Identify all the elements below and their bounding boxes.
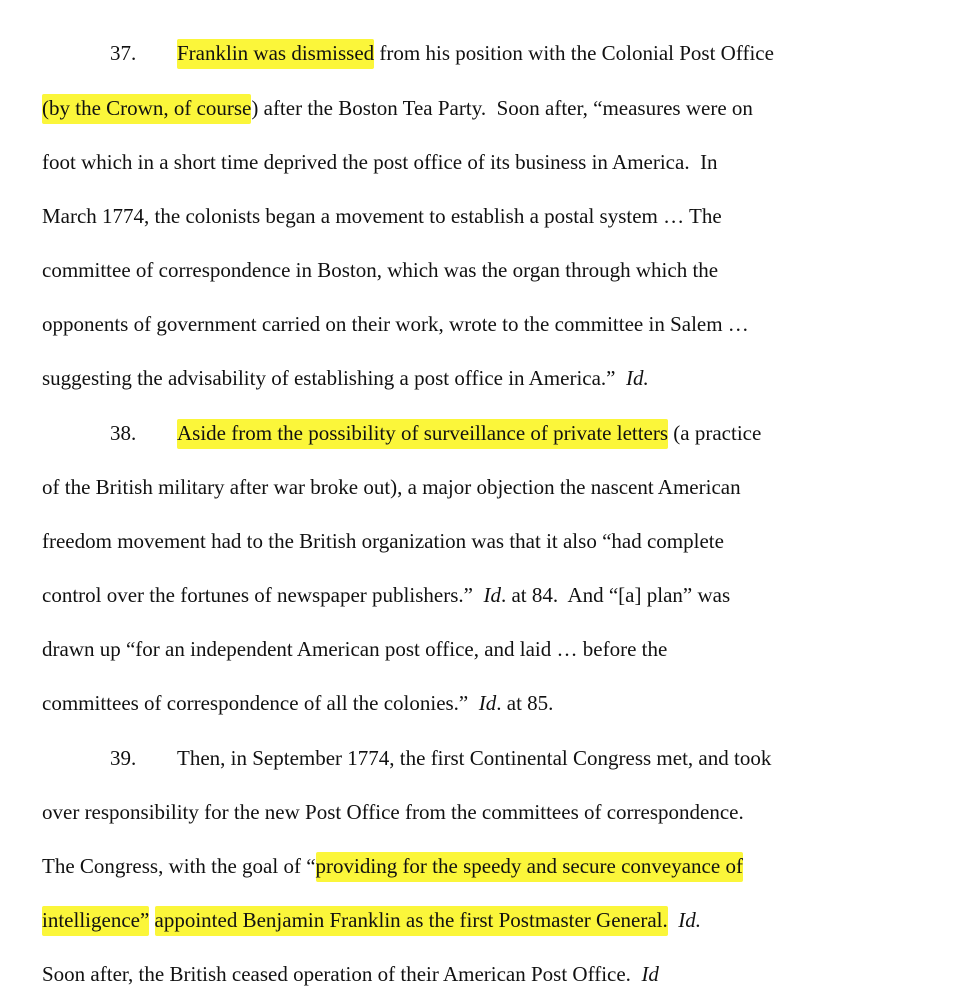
highlight-surveillance: Aside from the possibility of surveillance of private letters — [177, 419, 668, 449]
citation-id: Id. — [626, 366, 649, 390]
p38-line-3: freedom movement had to the British organization was that it also “had complete — [42, 529, 724, 553]
p37-line-4: March 1774, the colonists began a movement to establish a postal system … The — [42, 204, 722, 228]
paragraph-number-38: 38. — [110, 421, 137, 445]
highlight-intelligence: intelligence” — [42, 906, 149, 936]
highlight-appointed-franklin: appointed Benjamin Franklin as the first Postmaster General. — [155, 906, 668, 936]
p38-text: committees of correspondence of all the colonies.” — [42, 691, 479, 715]
p39-line-4 — [42, 905, 701, 935]
citation-id: Id — [478, 691, 497, 715]
p39-text — [149, 908, 154, 932]
p39-line-5 — [42, 959, 659, 989]
p39-line-1 — [42, 743, 771, 773]
p39-text — [668, 908, 679, 932]
p39-line-2: over responsibility for the new Post Office from the committees of correspondence. — [42, 800, 744, 824]
p37-line-1 — [42, 38, 774, 68]
p39-text: The Congress, with the goal of “ — [42, 854, 316, 878]
p37-line-3: foot which in a short time deprived the post office of its business in America. In — [42, 150, 718, 174]
p37-line-5: committee of correspondence in Boston, which was the organ through which the — [42, 258, 719, 282]
p38-line-4 — [42, 580, 730, 610]
p38-text: . at 84. And “[a] plan” was — [500, 583, 731, 607]
p38-line-6 — [42, 688, 553, 718]
p37-text: from his position with the Colonial Post Office — [374, 41, 774, 65]
p37-line-2 — [42, 93, 753, 123]
p38-text: (a practice — [668, 421, 762, 445]
p38-line-1 — [42, 418, 761, 448]
p38-line-2: of the British military after war broke out), a major objection the nascent American — [42, 475, 741, 499]
p38-text: . at 85. — [496, 691, 554, 715]
paragraph-number-39: 39. — [110, 746, 137, 770]
p39-line-3 — [42, 851, 743, 881]
citation-id: Id — [483, 583, 501, 607]
p37-line-6: opponents of government carried on their work, wrote to the committee in Salem … — [42, 312, 749, 336]
p37-text: ) after the Boston Tea Party. Soon after, “measures were on — [251, 96, 753, 120]
p38-text: control over the fortunes of newspaper publishers.” — [42, 583, 484, 607]
highlight-franklin-dismissed: Franklin was dismissed — [177, 39, 374, 69]
p39-text: Then, in September 1774, the first Continental Congress met, and took — [177, 746, 772, 770]
highlight-speedy-conveyance: providing for the speedy and secure conveyance of — [316, 852, 743, 882]
paragraph-number-37: 37. — [110, 41, 137, 65]
p38-line-5: drawn up “for an independent American post office, and laid … before the — [42, 637, 668, 661]
p37-line-7 — [42, 363, 649, 393]
p39-text: Soon after, the British ceased operation of their American Post Office. — [42, 962, 642, 986]
highlight-by-the-crown: (by the Crown, of course — [42, 94, 251, 124]
citation-id: Id. — [678, 908, 701, 932]
p37-text: suggesting the advisability of establishing a post office in America.” — [42, 366, 626, 390]
citation-id: Id — [641, 962, 659, 986]
